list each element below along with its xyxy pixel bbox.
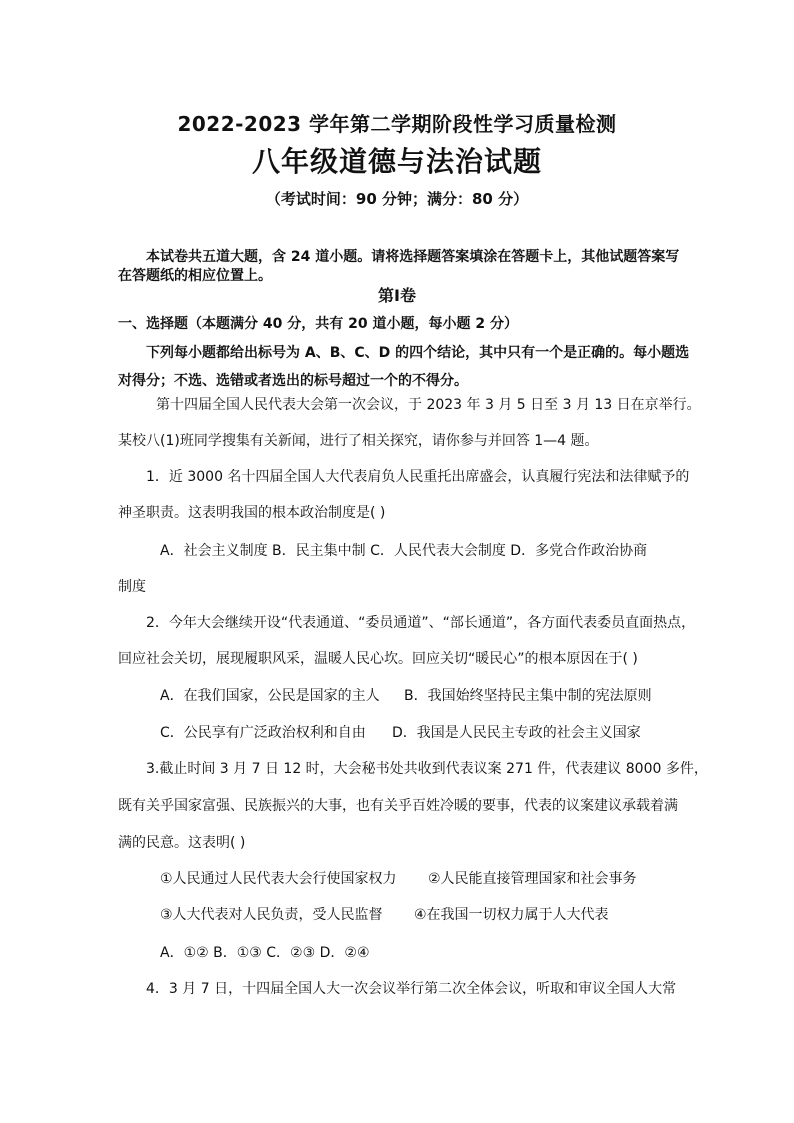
q3-statement-1: ①人民通过人民代表大会行使国家权力 <box>160 871 397 887</box>
exam-time-score: （考试时间：90 分钟；满分：80 分） <box>265 190 529 208</box>
q3-line3: 满的民意。这表明( ) <box>118 835 246 851</box>
q3-statement-4: ④在我国一切权力属于人大代表 <box>414 907 609 923</box>
part1-heading: 一、选择题（本题满分 40 分，共有 20 道小题，每小题 2 分） <box>118 316 518 332</box>
q3-statement-3: ③人大代表对人民负责，受人民监督 <box>160 907 383 923</box>
intro-line1: 本试卷共五道大题，含 24 道小题。请将选择题答案填涂在答题卡上，其他试题答案写 <box>146 249 680 265</box>
part1-instr-line1: 下列每小题都给出标号为 A、B、C、D 的四个结论，其中只有一个是正确的。每小题选 <box>146 345 690 361</box>
context-line1: 第十四届全国人民代表大会第一次会议，于 2023 年 3 月 5 日至 3 月 13 日在京举行。 <box>156 397 701 413</box>
q2-line1: 2．今年大会继续开设“代表通道、“委员通道”、“部长通道”，各方面代表委员直面热点， <box>146 615 696 631</box>
q3-statement-2: ②人民能直接管理国家和社会事务 <box>428 871 637 887</box>
q2-option-b: B．我国始终坚持民主集中制的宪法原则 <box>404 688 652 704</box>
q1-options-cont: 制度 <box>118 579 146 595</box>
q3-line1: 3.截止时间 3 月 7 日 12 时，大会秘书处共收到代表议案 271 件，代表建议 8000 多件， <box>146 761 708 777</box>
q4-line1: 4．3 月 7 日，十四届全国人大一次会议举行第二次全体会议，听取和审议全国人大常 <box>146 981 677 997</box>
section-label: 第Ⅰ卷 <box>378 286 416 305</box>
q2-option-d: D．我国是人民民主专政的社会主义国家 <box>392 725 641 741</box>
exam-title-main: 八年级道德与法治试题 <box>251 145 542 178</box>
q2-line2: 回应社会关切，展现履职风采，温暖人民心坎。回应关切“暖民心”的根本原因在于( ) <box>118 651 638 667</box>
intro-line2: 在答题纸的相应位置上。 <box>118 268 272 284</box>
exam-title-line1: 2022-2023 学年第二学期阶段性学习质量检测 <box>177 112 617 136</box>
q2-option-c: C．公民享有广泛政治权利和自由 <box>160 725 366 741</box>
q3-line2: 既有关乎国家富强、民族振兴的大事，也有关乎百姓冷暖的要事，代表的议案建议承载着满 <box>118 798 678 814</box>
context-line2: 某校八(1)班同学搜集有关新闻，进行了相关探究，请你参与并回答 1—4 题。 <box>118 433 599 449</box>
q1-options: A．社会主义制度 B．民主集中制 C．人民代表大会制度 D．多党合作政治协商 <box>160 543 648 559</box>
q1-line1: 1．近 3000 名十四届全国人大代表肩负人民重托出席盛会，认真履行宪法和法律赋予的 <box>146 469 690 485</box>
q1-line2: 神圣职责。这表明我国的根本政治制度是( ) <box>118 505 386 521</box>
q3-options: A．①② B．①③ C．②③ D．②④ <box>160 945 370 961</box>
part1-instr-line2: 对得分；不选、选错或者选出的标号超过一个的不得分。 <box>118 373 468 389</box>
q2-option-a: A．在我们国家，公民是国家的主人 <box>160 688 380 704</box>
